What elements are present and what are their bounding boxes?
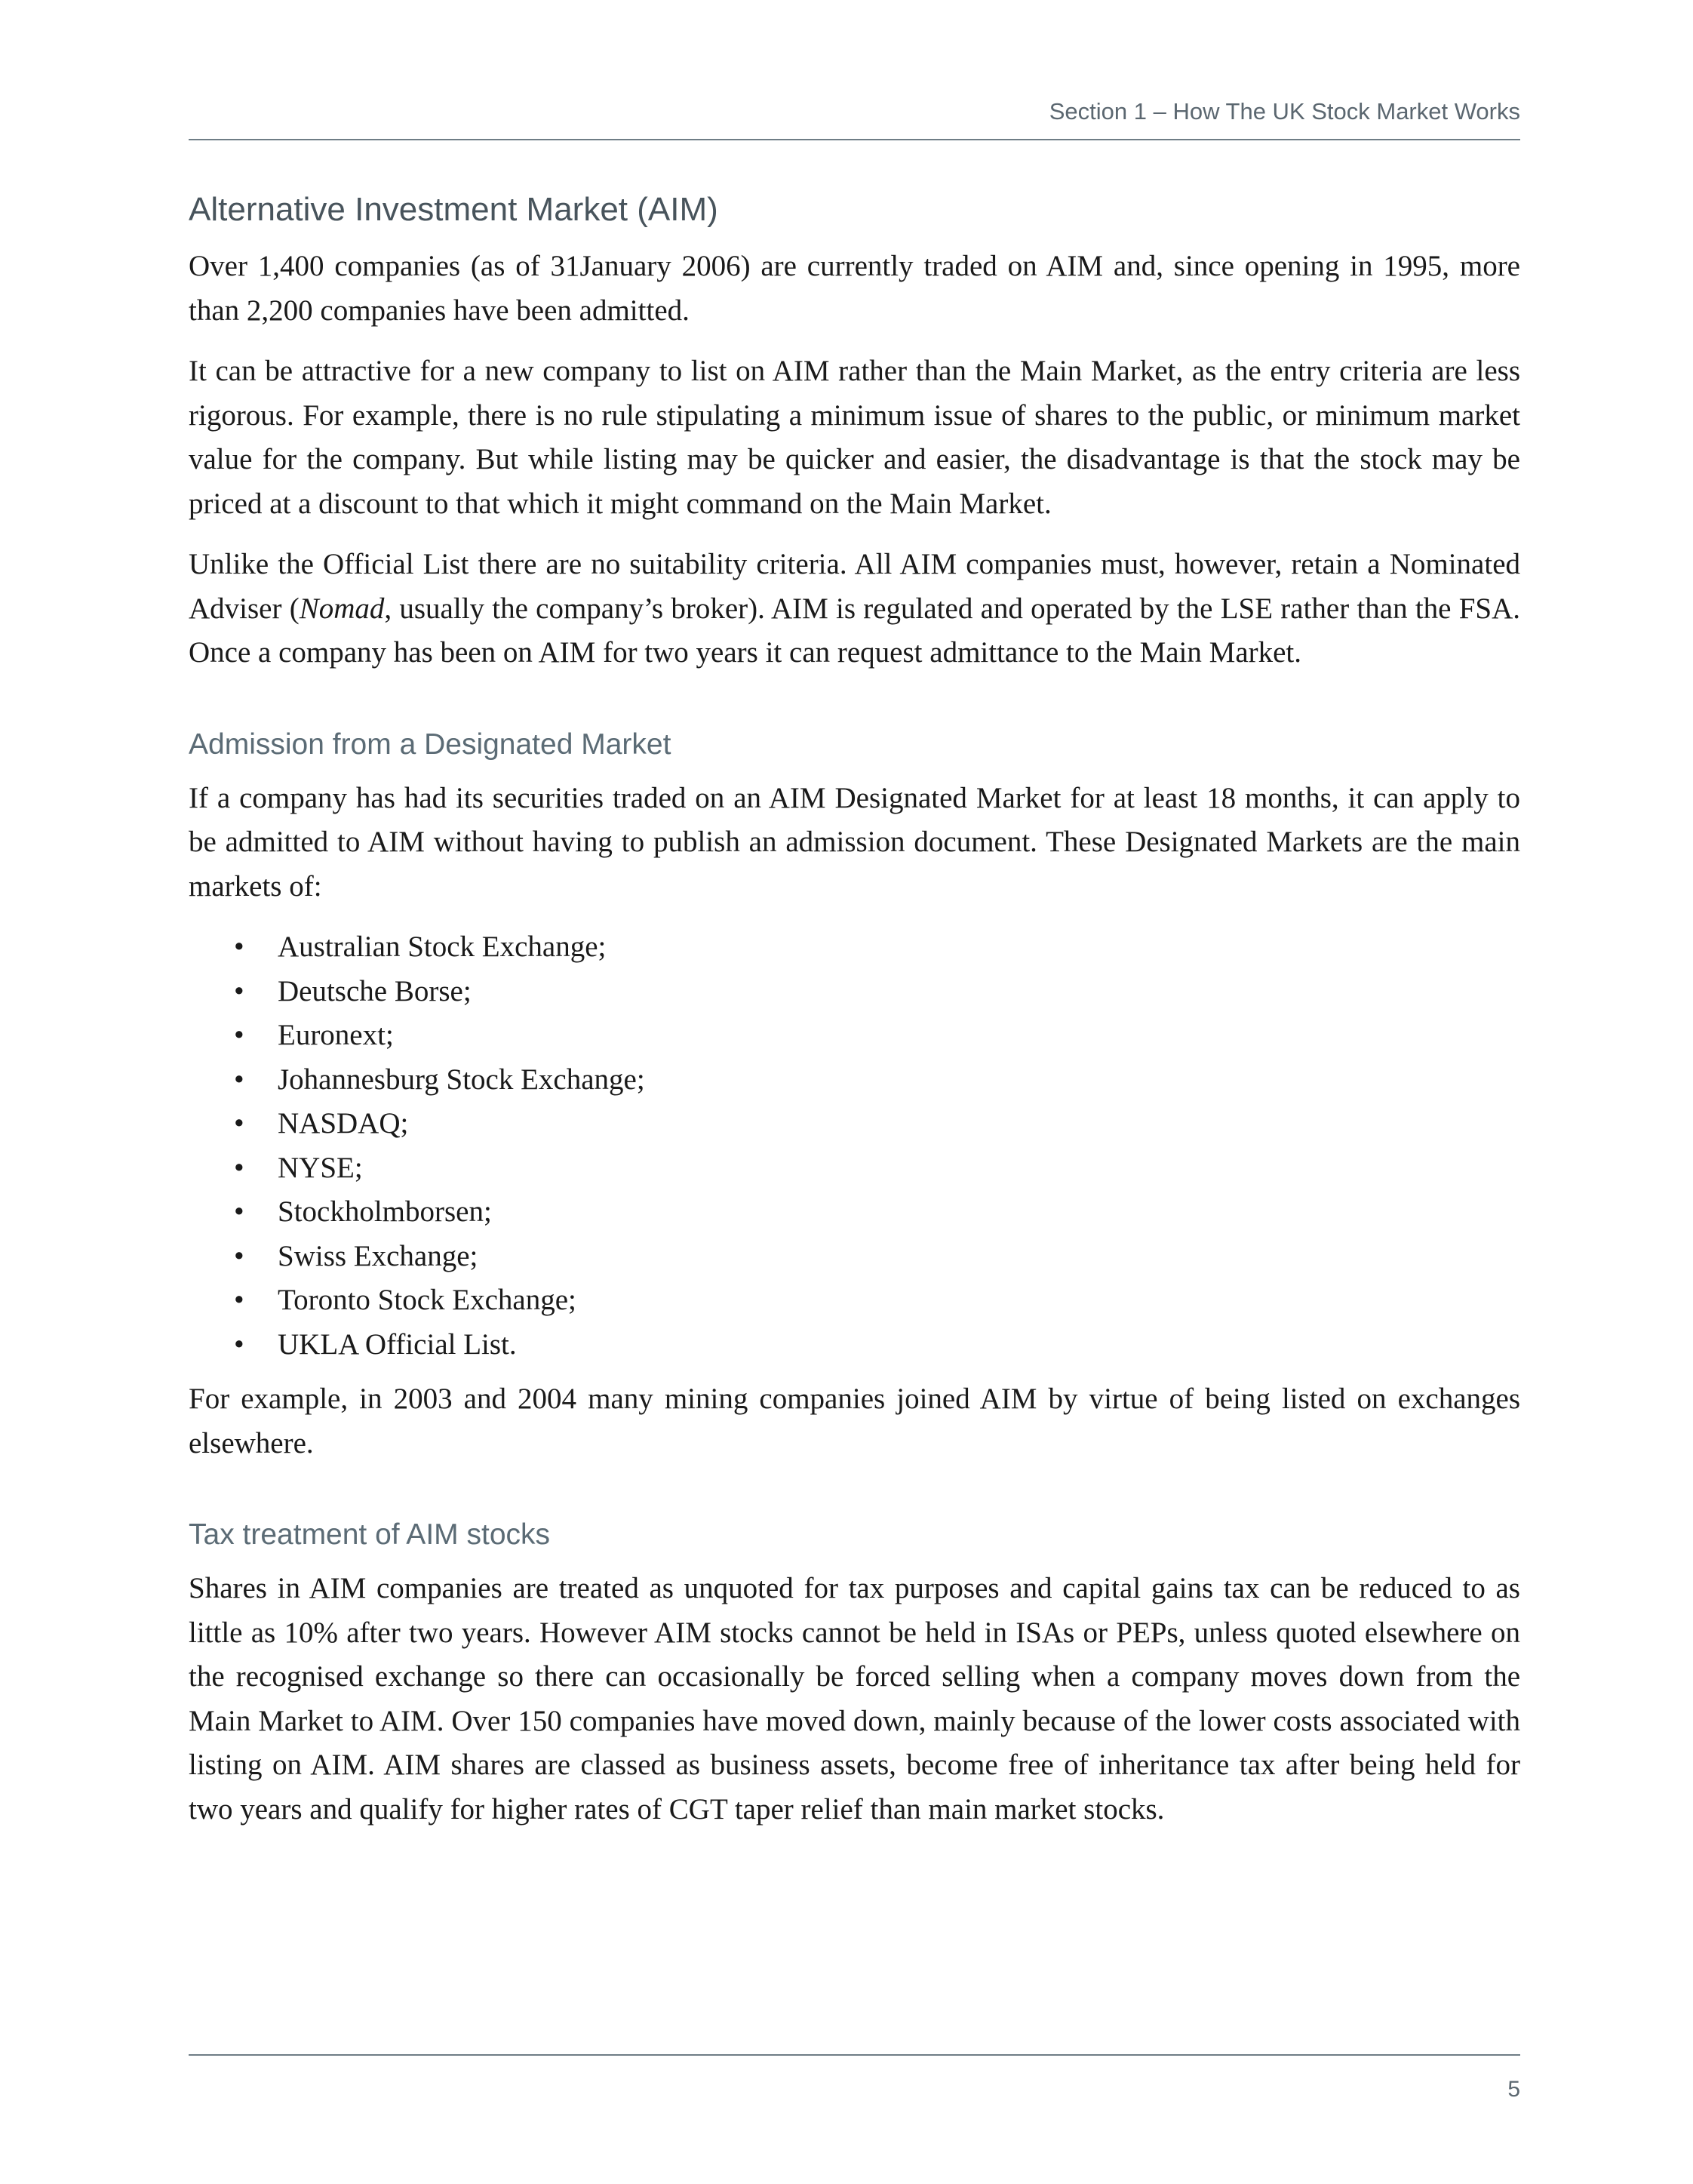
bullet-icon: • <box>234 1195 244 1228</box>
list-item <box>189 1278 1520 1323</box>
list-item-text: Deutsche Borse; <box>278 974 472 1007</box>
list-item-text: Johannesburg Stock Exchange; <box>278 1063 645 1096</box>
bullet-icon: • <box>234 931 244 963</box>
list-item-text: Euronext; <box>278 1019 394 1051</box>
mining-example-paragraph: For example, in 2003 and 2004 many mining companies joined AIM by virtue of being listed on exchanges elsewhere. <box>189 1383 1520 1460</box>
bullet-icon: • <box>234 1063 244 1096</box>
section-title: Alternative Investment Market (AIM) <box>189 191 718 228</box>
nomad-text-before: Unlike the Official List there are no suitability criteria. All AIM companies must, however, retain a Nominated Adviser ( <box>189 548 1520 625</box>
bullet-icon: • <box>234 1327 244 1361</box>
designated-market-heading: Admission from a Designated Market <box>189 727 671 761</box>
list-item <box>189 1146 1520 1191</box>
list-item <box>189 1014 1520 1058</box>
page-number: 5 <box>1507 2077 1520 2102</box>
document-page <box>189 0 1520 2184</box>
list-item <box>189 1190 1520 1235</box>
nomad-term: Nomad <box>299 592 385 625</box>
running-header: Section 1 – How The UK Stock Market Works <box>1049 98 1520 125</box>
entry-criteria-paragraph: It can be attractive for a new company to list on AIM rather than the Main Market, as the entry criteria are less rigorous. For example, there is no rule stipulating a minimum issue of shares to the public, or minimum market value for the company. But while listing may be quicker and easier, the disadvantage is that the stock may be priced at a discount to that which it might command on the Main Market. <box>189 355 1520 520</box>
bullet-icon: • <box>234 1107 244 1140</box>
tax-paragraph: Shares in AIM companies are treated as unquoted for tax purposes and capital gains tax can be reduced to as little as 10% after two years. However AIM stocks cannot be held in ISAs or PEPs, unless quoted elsewhere on the recognised exchange so there can occasionally be forced selling when a company moves down from the Main Market to AIM. Over 150 companies have moved down, mainly because of the lower costs associated with listing on AIM. AIM shares are classed as business assets, become free of inheritance tax after being held for two years and qualify for higher rates of CGT taper relief than main market stocks. <box>189 1572 1520 1826</box>
designated-markets-list <box>189 925 1520 1367</box>
list-item-text: NASDAQ; <box>278 1107 409 1140</box>
list-item-text: Toronto Stock Exchange; <box>278 1284 576 1316</box>
nomad-paragraph <box>189 543 1520 675</box>
list-item <box>189 1323 1520 1367</box>
list-item <box>189 1058 1520 1103</box>
bullet-icon: • <box>234 1239 244 1272</box>
list-item <box>189 1102 1520 1146</box>
list-item-text: Australian Stock Exchange; <box>278 931 607 963</box>
intro-paragraph: Over 1,400 companies (as of 31January 2006) are currently traded on AIM and, since opening in 1995, more than 2,200 companies have been admitted. <box>189 250 1520 327</box>
footer-divider <box>189 2054 1520 2056</box>
list-item <box>189 925 1520 970</box>
list-item <box>189 970 1520 1014</box>
page-content <box>189 187 1520 1848</box>
list-item-text: NYSE; <box>278 1151 363 1184</box>
list-item-text: Stockholmborsen; <box>278 1195 492 1228</box>
header-divider <box>189 139 1520 140</box>
bullet-icon: • <box>234 1019 244 1051</box>
designated-intro-paragraph: If a company has had its securities traded on an AIM Designated Market for at least 18 months, it can apply to be admitted to AIM without having to publish an admission document. These Designated Markets are the main markets of: <box>189 781 1520 903</box>
tax-treatment-heading: Tax treatment of AIM stocks <box>189 1518 551 1551</box>
bullet-icon: • <box>234 974 244 1007</box>
list-item <box>189 1235 1520 1279</box>
list-item-text: UKLA Official List. <box>278 1327 517 1361</box>
bullet-icon: • <box>234 1284 244 1316</box>
nomad-text-after: , usually the company’s broker). AIM is regulated and operated by the LSE rather than the FSA. Once a company has been on AIM for two years it can request admittance to the Main Market. <box>189 592 1520 669</box>
bullet-icon: • <box>234 1151 244 1184</box>
list-item-text: Swiss Exchange; <box>278 1239 478 1272</box>
